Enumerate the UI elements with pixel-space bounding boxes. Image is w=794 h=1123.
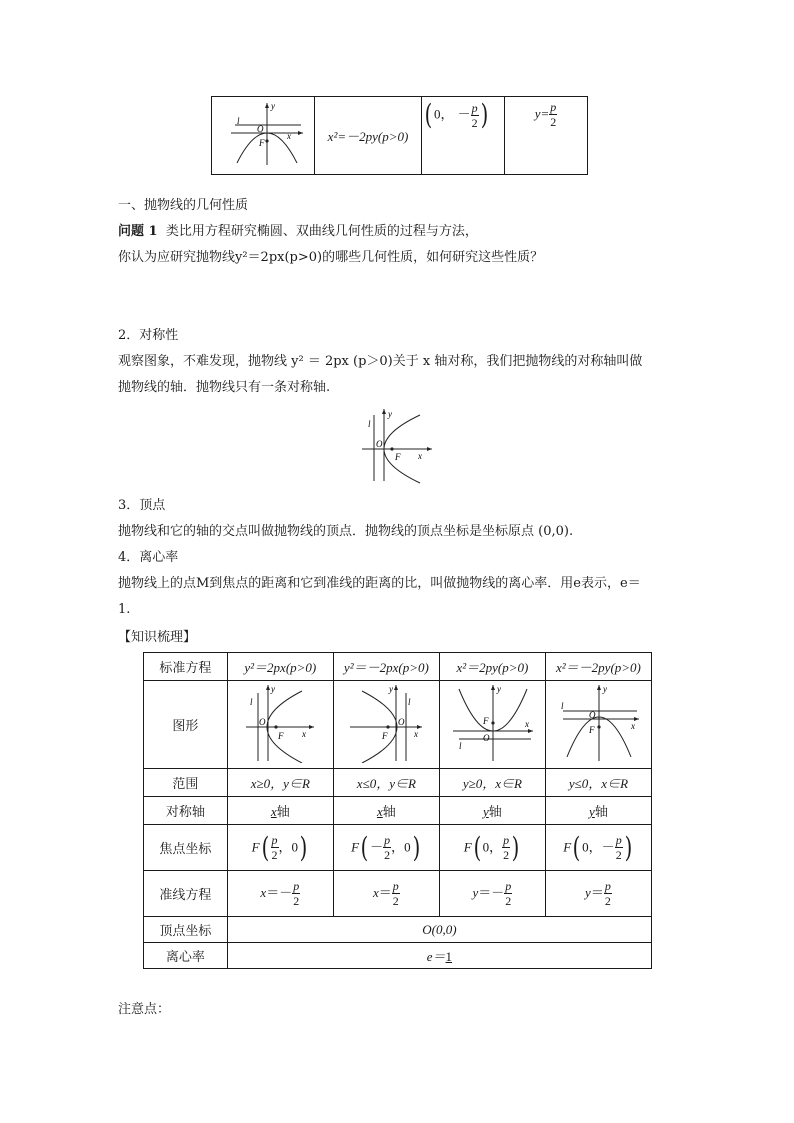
svg-text:O: O <box>589 709 596 720</box>
question-1-line2: 你认为应研究抛物线y²＝2px(p>0)的哪些几何性质，如何研究这些性质？ <box>118 250 544 265</box>
question-1-line1: 问题 1 类比用方程研究椭圆、双曲线几何性质的过程与方法， <box>118 224 478 239</box>
graph-down-opening <box>553 683 643 763</box>
top-directrix-cell: y= $\frac{p}{2}$ <box>505 97 588 175</box>
svg-text:x: x <box>287 130 291 141</box>
svg-text:O: O <box>259 716 266 727</box>
svg-text:F: F <box>395 452 401 462</box>
svg-text:l: l <box>459 740 462 751</box>
vertex-text: 抛物线和它的轴的交点叫做抛物线的顶点．抛物线的顶点坐标是坐标原点 (0,0). <box>118 524 574 539</box>
table-header-row <box>144 653 652 681</box>
top-table-row <box>211 96 588 175</box>
range-cell: x≤0，y∈R <box>333 769 439 797</box>
svg-text:F: F <box>382 730 388 741</box>
graph-right-parabola <box>360 405 440 485</box>
table-header: 标准方程 <box>144 653 228 681</box>
top-focus-cell: ( 0， － $\frac{p}{2}$ ) <box>422 97 505 175</box>
svg-text:x: x <box>302 728 307 739</box>
svg-text:l: l <box>408 696 411 707</box>
table-header: y²＝2px(p>0) <box>227 653 333 681</box>
graph-cell <box>333 681 439 769</box>
graph-up-opening <box>447 683 537 763</box>
focus-cell: F( $\frac{p}{2}$ ，0) <box>227 825 333 871</box>
symmetry-text-line1: 观察图象，不难发现，抛物线 y² ＝ 2px (p＞0)关于 x 轴对称，我们把抛物线的对称轴叫做 <box>118 354 643 369</box>
axis-cell: x轴 <box>227 797 333 825</box>
row-label: 焦点坐标 <box>144 825 228 871</box>
question-label: 问题 1 <box>118 224 158 239</box>
svg-text:F: F <box>483 715 489 726</box>
svg-text:y: y <box>497 683 502 694</box>
knowledge-label: 【知识梳理】 <box>118 630 197 645</box>
directrix-cell: x＝－ $\frac{p}{2}$ <box>227 871 333 917</box>
graph-cell <box>545 681 651 769</box>
table-header: x²＝2py(p>0) <box>439 653 545 681</box>
svg-text:y: y <box>389 683 394 694</box>
eccentricity-heading: 4．离心率 <box>118 550 179 565</box>
section-heading-properties: 一、抛物线的几何性质 <box>118 198 249 213</box>
svg-text:O: O <box>483 732 490 743</box>
eccentricity-text-line1: 抛物线上的点M到焦点的距离和它到准线的距离的比，叫做抛物线的离心率．用e表示，e＝ <box>118 576 641 591</box>
svg-text:l: l <box>561 700 564 711</box>
row-label: 对称轴 <box>144 797 228 825</box>
svg-text:O: O <box>376 439 383 449</box>
graph-cell <box>439 681 545 769</box>
table-row-range <box>144 769 652 797</box>
graph-down-parabola <box>213 99 313 169</box>
axis-cell: x轴 <box>333 797 439 825</box>
graph-right-opening <box>240 683 320 763</box>
svg-text:l: l <box>250 696 253 707</box>
focus-cell: F( 0， $\frac{p}{2}$ ) <box>439 825 545 871</box>
table-header: x²＝－2py(p>0) <box>545 653 651 681</box>
top-equation-cell <box>315 97 422 175</box>
range-cell: y≤0，x∈R <box>545 769 651 797</box>
svg-text:O: O <box>257 123 264 134</box>
top-equation: x²=－2py(p>0) <box>327 129 409 144</box>
svg-text:F: F <box>278 730 284 741</box>
table-row-graph <box>144 681 652 769</box>
focus-cell: F( － $\frac{p}{2}$ ，0) <box>333 825 439 871</box>
svg-text:x: x <box>631 720 636 731</box>
parabola-summary-table <box>143 652 652 969</box>
svg-text:F: F <box>259 137 265 148</box>
table-row-vertex <box>144 917 652 943</box>
graph-cell <box>227 681 333 769</box>
row-label: 范围 <box>144 769 228 797</box>
svg-text:l: l <box>368 419 371 429</box>
eccentricity-value: e＝1 <box>227 943 651 969</box>
svg-text:O: O <box>398 716 405 727</box>
eccentricity-text-line2: 1. <box>118 602 131 617</box>
vertex-heading: 3．顶点 <box>118 498 166 513</box>
svg-text:y: y <box>271 100 275 111</box>
directrix-cell: y＝ $\frac{p}{2}$ <box>545 871 651 917</box>
svg-text:y: y <box>388 409 392 419</box>
range-cell: x≥0，y∈R <box>227 769 333 797</box>
svg-text:F: F <box>589 724 595 735</box>
row-label: 图形 <box>144 681 228 769</box>
vertex-value: O(0,0) <box>227 917 651 943</box>
axis-cell: y轴 <box>439 797 545 825</box>
svg-text:l: l <box>237 115 240 126</box>
symmetry-heading: 2．对称性 <box>118 328 179 343</box>
symmetry-text-line2: 抛物线的轴．抛物线只有一条对称轴. <box>118 380 331 395</box>
svg-text:x: x <box>418 451 422 461</box>
focus-cell: F( 0，－ $\frac{p}{2}$ ) <box>545 825 651 871</box>
table-row-directrix <box>144 871 652 917</box>
table-row-eccentricity <box>144 943 652 969</box>
row-label: 准线方程 <box>144 871 228 917</box>
note-label: 注意点： <box>118 1002 171 1017</box>
graph-left-opening <box>344 683 428 763</box>
row-label: 离心率 <box>144 943 228 969</box>
table-row-axis <box>144 797 652 825</box>
directrix-cell: y＝－ $\frac{p}{2}$ <box>439 871 545 917</box>
axis-cell: y轴 <box>545 797 651 825</box>
svg-text:x: x <box>414 728 419 739</box>
row-label: 顶点坐标 <box>144 917 228 943</box>
table-header: y²＝－2px(p>0) <box>333 653 439 681</box>
table-row-focus <box>144 825 652 871</box>
svg-text:y: y <box>603 683 608 694</box>
top-graph-cell <box>212 97 315 175</box>
svg-text:y: y <box>271 683 276 694</box>
directrix-cell: x＝ $\frac{p}{2}$ <box>333 871 439 917</box>
svg-text:x: x <box>525 718 530 729</box>
range-cell: y≥0，x∈R <box>439 769 545 797</box>
